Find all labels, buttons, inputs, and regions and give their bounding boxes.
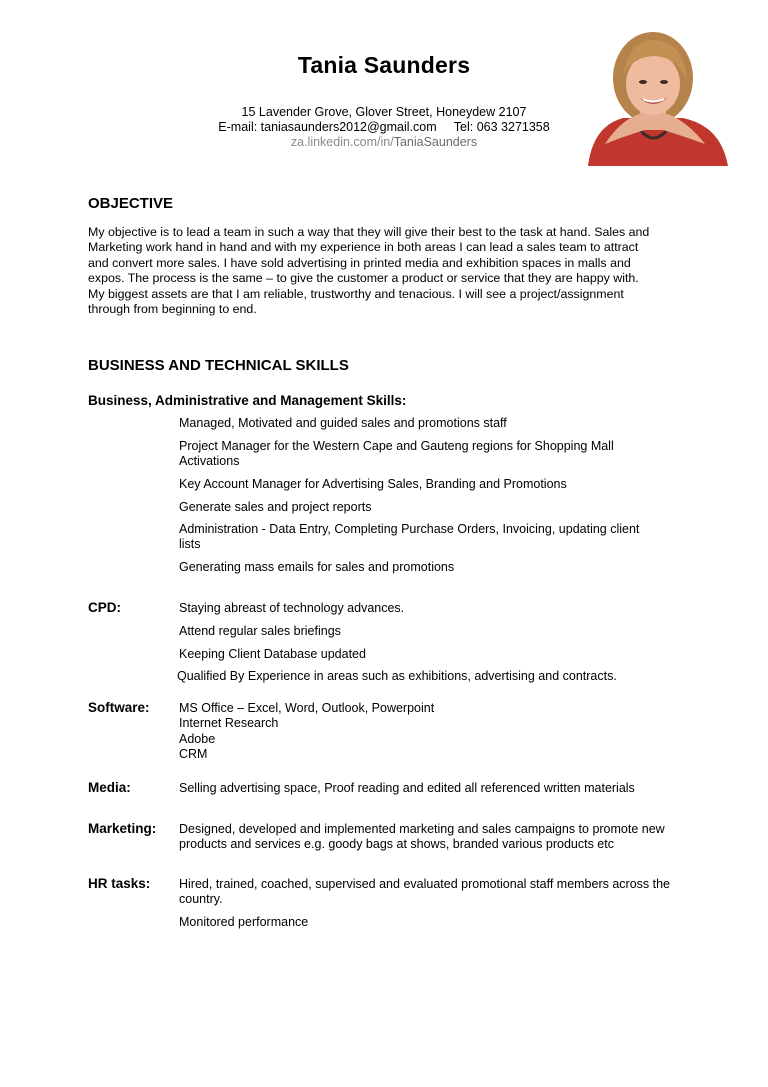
business-skill-line: Project Manager for the Western Cape and Gauteng regions for Shopping Mall [179,439,614,453]
objective-text [88,225,698,317]
cpd-item: Qualified By Experience in areas such as exhibitions, advertising and contracts. [177,669,617,683]
objective-line: through from beginning to end. [88,302,257,317]
objective-line: My objective is to lead a team in such a way that they will give their best to the task at hand. Sales and [88,225,650,239]
objective-line: My biggest assets are that I am reliable, trustworthy and tenacious. I will see a project/assignment [88,286,624,301]
hr-label: HR tasks: [88,876,151,891]
objective-heading: OBJECTIVE [88,195,174,212]
business-skill-item: Generate sales and project reports [179,500,372,514]
hr-line: Hired, trained, coached, supervised and evaluated promotional staff members across the [179,877,671,891]
software-item: Internet Research [179,716,279,731]
business-skill-item: Managed, Motivated and guided sales and promotions staff [179,416,507,430]
skills-heading: BUSINESS AND TECHNICAL SKILLS [88,357,349,374]
cpd-item: Keeping Client Database updated [179,647,366,661]
cpd-item: Staying abreast of technology advances. [179,601,405,615]
software-label: Software: [88,700,150,715]
software-item: CRM [179,747,208,762]
cpd-label: CPD: [88,600,121,615]
marketing-label: Marketing: [88,821,157,836]
cpd-item: Attend regular sales briefings [179,624,341,638]
marketing-line: Designed, developed and implemented marketing and sales campaigns to promote new [179,822,665,836]
hr-item: Monitored performance [179,915,309,929]
linkedin-prefix[interactable]: za.linkedin.com/in/ [290,135,394,149]
hr-text [179,877,719,908]
hr-line: country. [179,892,223,907]
marketing-line: products and services e.g. goody bags at shows, branded various products etc [179,837,614,852]
portrait-photo [583,26,730,166]
software-item: MS Office – Excel, Word, Outlook, Powerpoint [179,701,435,715]
email-phone-line: E-mail: taniasaunders2012@gmail.com Tel: 063 3271358 [218,120,550,134]
media-text: Selling advertising space, Proof reading and edited all referenced written materials [179,781,635,795]
portrait-illustration [583,26,730,166]
business-skill-item: Generating mass emails for sales and promotions [179,560,455,574]
software-item: Adobe [179,731,216,746]
linkedin-handle[interactable]: TaniaSaunders [393,135,478,149]
objective-line: Marketing work hand in hand and with my experience in both areas I can lead a sales team to attract [88,240,639,255]
business-skill-line: Activations [179,454,240,469]
software-list [179,701,699,763]
marketing-text [179,822,719,853]
objective-line: expos. The process is the same – to give the customer a product or service that they are happy with. [88,271,639,286]
objective-line: and convert more sales. I have sold advertising in printed media and exhibition spaces in malls and [88,255,631,270]
business-skill-item [179,522,699,553]
business-skill-item [179,439,699,470]
media-label: Media: [88,780,131,795]
business-skill-line: Administration - Data Entry, Completing Purchase Orders, Invoicing, updating client [179,522,640,536]
business-skill-line: lists [179,537,201,552]
address-line: 15 Lavender Grove, Glover Street, Honeydew 2107 [241,105,527,119]
resume-name: Tania Saunders [297,52,471,78]
business-skill-item: Key Account Manager for Advertising Sales, Branding and Promotions [179,477,567,491]
business-skills-heading: Business, Administrative and Management Skills: [88,393,407,408]
